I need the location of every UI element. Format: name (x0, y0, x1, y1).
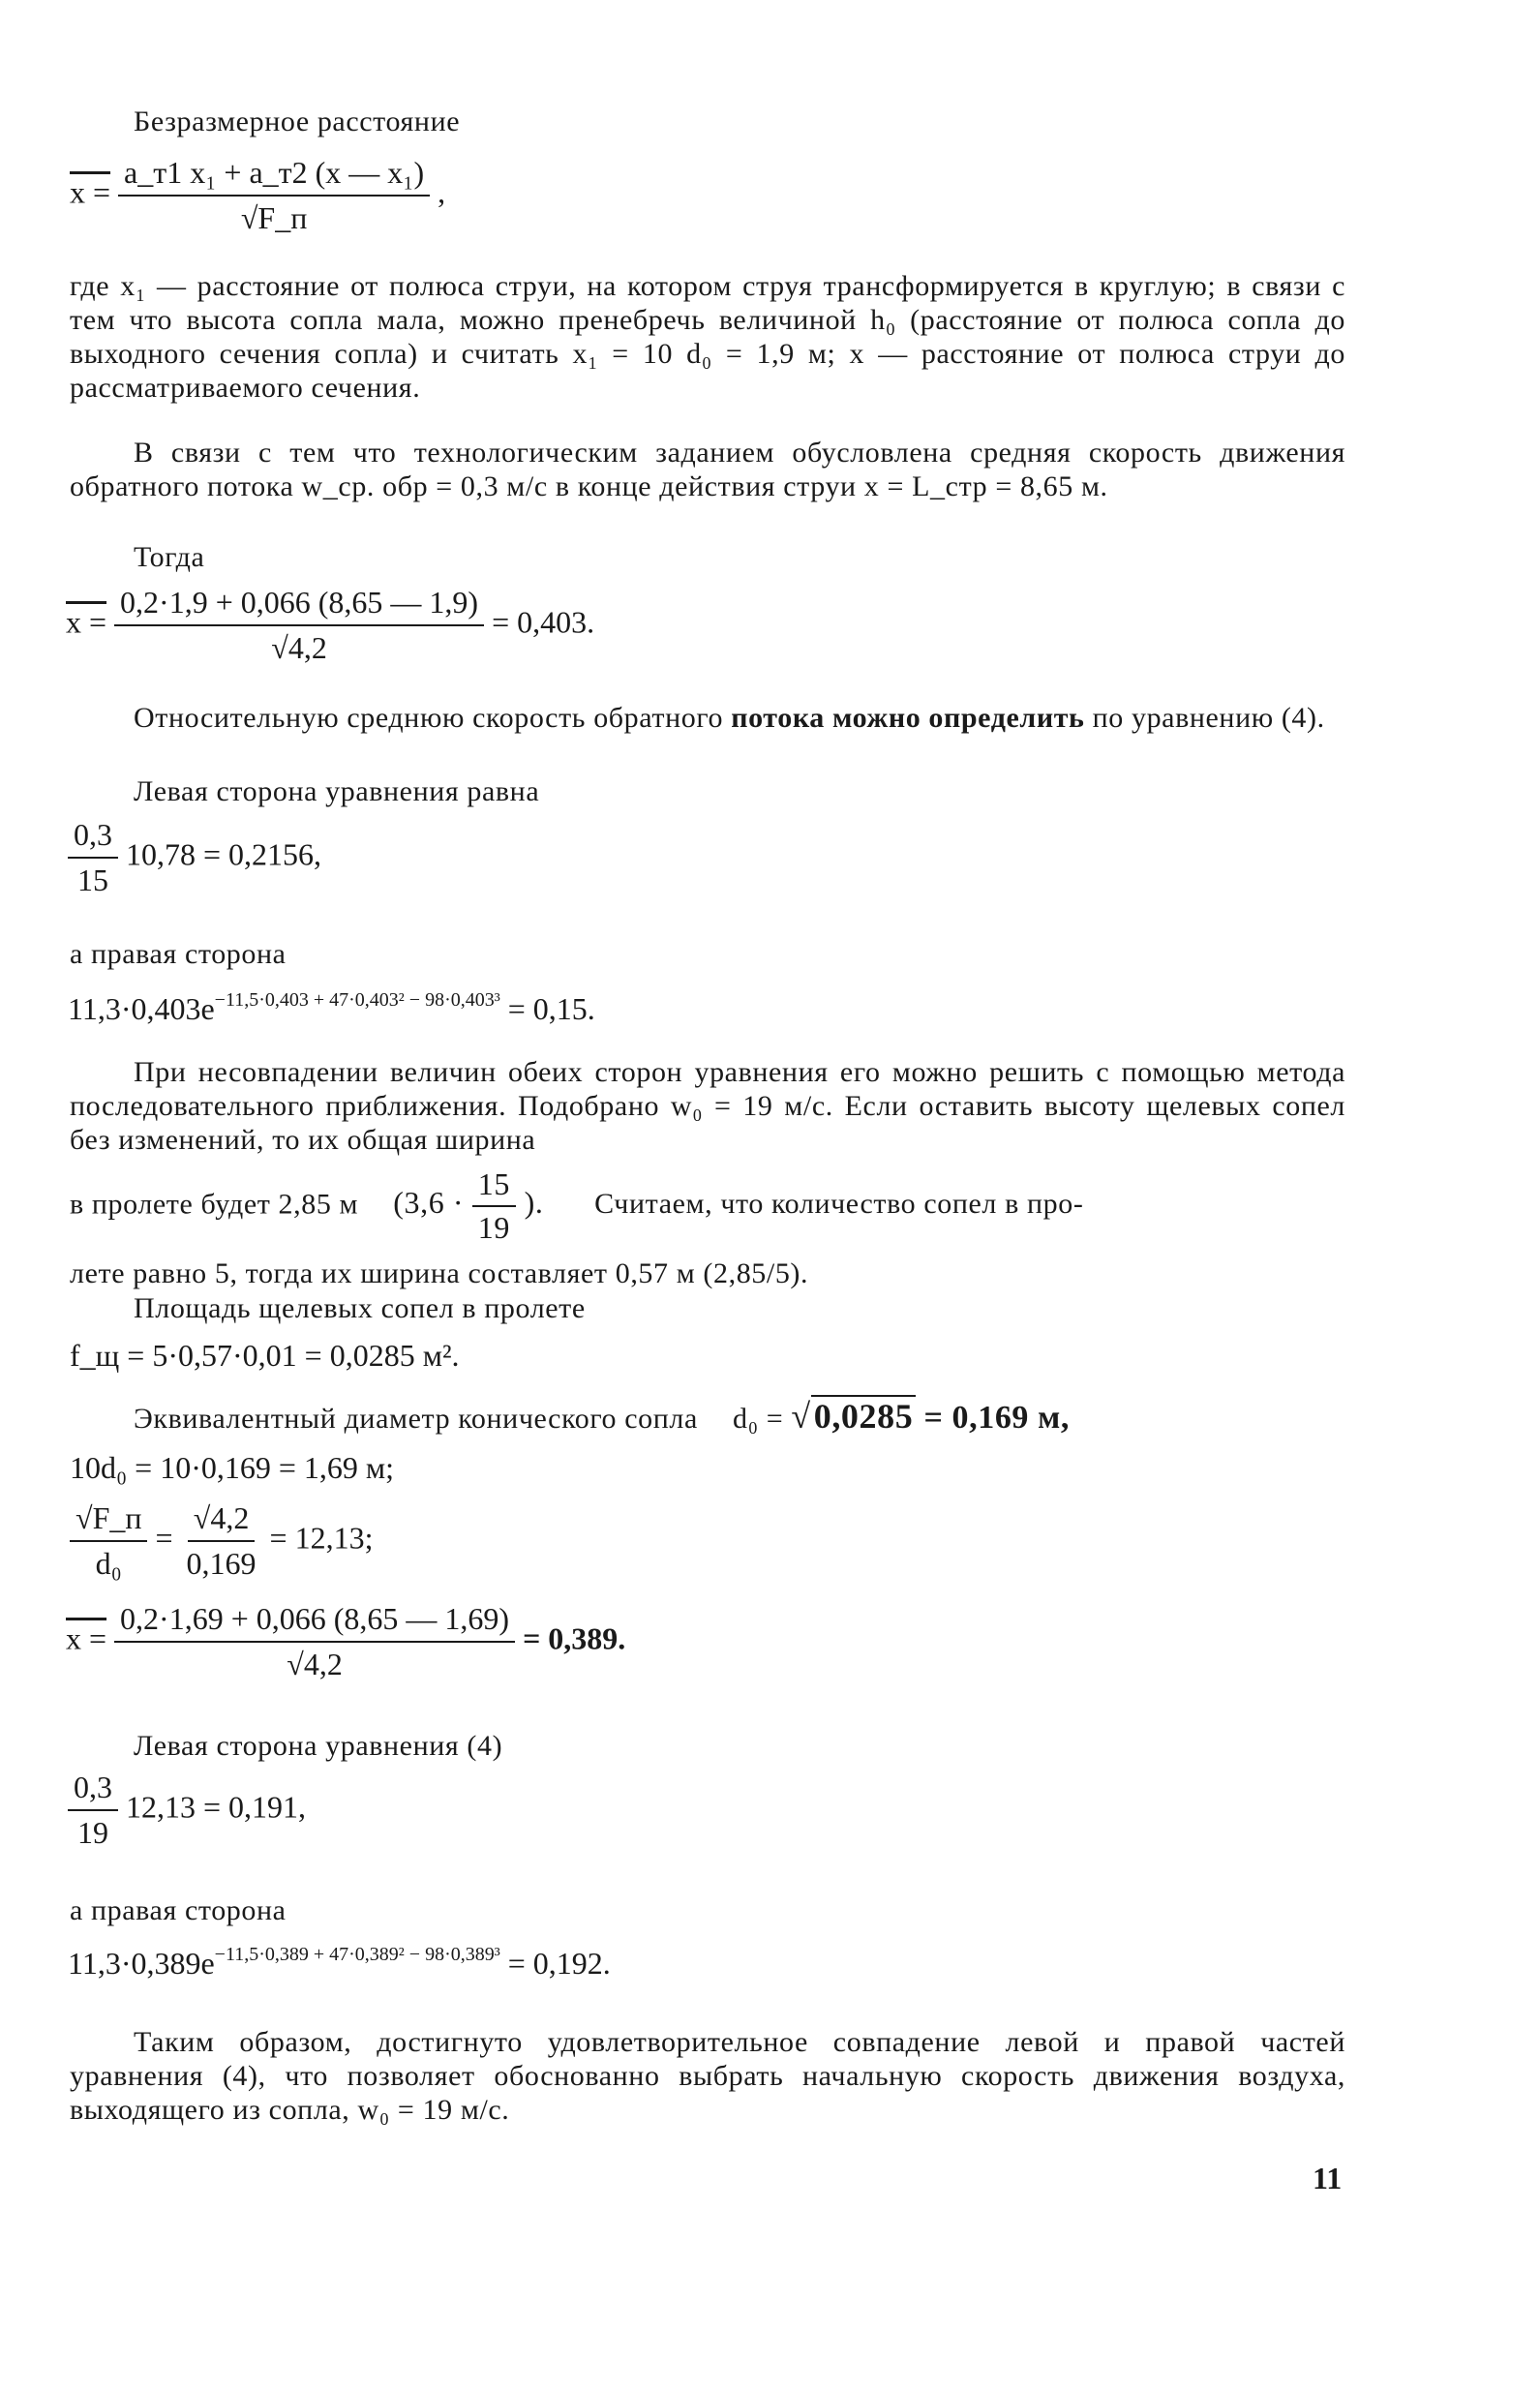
eq12-base: 11,3·0,389e (68, 1946, 215, 1981)
eq4-base: 11,3·0,403e (68, 991, 215, 1026)
eq2-result: = 0,403. (492, 604, 595, 640)
eq7-radicand: 0,0285 (811, 1395, 917, 1436)
eq12-result: = 0,192. (507, 1946, 611, 1981)
text-right-side-2: а правая сторона (70, 1894, 287, 1926)
eq2-numerator: 0,2·1,9 + 0,066 (8,65 — 1,9) (114, 585, 484, 626)
text-left-side-eq4: Левая сторона уравнения (4) (134, 1730, 503, 1762)
equation-ten-d0: 10d₀ = 10·0,169 = 1,69 м; (70, 1450, 395, 1485)
eq2-lhs: x = (66, 604, 107, 640)
text-relative-velocity-part2: по уравнению (4). (1084, 702, 1325, 734)
equation-span-width (393, 1166, 552, 1245)
paragraph-technological-task: В связи с тем что технологическим заданием обусловлена средняя скорость движения обратного потока w_ср. обр = 0,3 м/с в конце действия струи x = L_стр = 8,65 м. (70, 437, 1345, 502)
paragraph-mismatch: При несовпадении величин обеих сторон уравнения его можно решить с помощью метода последовательного приближения. Подобрано w₀ = 19 м/с. Если оставить высоту щелевых сопел без изменений, то их общая ширина (70, 1056, 1345, 1156)
eq10-denominator: √4,2 (287, 1647, 343, 1681)
eq9-numerator2: √4,2 (188, 1500, 256, 1542)
line-equivalent-diameter (134, 1397, 1070, 1436)
eq9-numerator1: √F_п (70, 1500, 147, 1542)
text-relative-velocity-part1: Относительную среднюю скорость обратного (134, 702, 732, 734)
text-then: Тогда (134, 541, 205, 573)
eq11-fraction (68, 1770, 118, 1851)
eq4-exponent: −11,5·0,403 + 47·0,403² − 98·0,403³ (214, 989, 500, 1011)
equation-ratio: $\frac{√F\_п}{\text{d₀}}$ = $\frac{√4,2}{0,169}$ = 12,13; (70, 1500, 373, 1582)
eq1-fraction (118, 155, 430, 236)
eq5-close: ). (524, 1185, 544, 1221)
text-nozzle-count: Считаем, что количество сопел в про- (594, 1188, 1084, 1221)
eq5-fraction (472, 1167, 516, 1245)
equation-slot-area: f_щ = 5·0,57·0,01 = 0,0285 м². (70, 1338, 460, 1373)
eq7-root: √0,0285 (791, 1395, 916, 1436)
equation-x-bar-2 (66, 1601, 625, 1682)
eq1-comma: , (438, 174, 446, 210)
text-span-width: в пролете будет 2,85 м (70, 1188, 359, 1221)
text-equivalent-diameter: Эквивалентный диаметр конического сопла (134, 1403, 698, 1435)
text-left-side: Левая сторона уравнения равна (134, 775, 540, 807)
paragraph-where-x1: где x₁ — расстояние от полюса струи, на котором струя трансформируется в круглую; в связи с тем что высота сопла мала, можно пренебречь величиной h₀ (расстояние от полюса сопла до выходного сечения сопла) и считать x₁ = 10 d₀ = 1,9 м; x — расстояние от полюса струи до рассматриваемого сечения. (70, 270, 1345, 404)
paragraph-conclusion: Таким образом, достигнуто удовлетворительное совпадение левой и правой частей уравнения (4), что позволяет обоснованно выбрать начальную скорость движения воздуха, выходящего из сопла, w₀ = 19 м/с. (70, 2026, 1345, 2126)
eq11-denominator: 19 (77, 1815, 108, 1850)
paragraph-dimensionless-distance: Безразмерное расстояние (134, 106, 461, 137)
eq9-denominator2: 0,169 (186, 1546, 257, 1581)
eq2-denominator: √4,2 (271, 630, 327, 665)
eq10-fraction (114, 1601, 515, 1682)
paragraph-relative-velocity (70, 701, 1345, 735)
equation-x-bar-general (70, 155, 445, 236)
eq1-numerator: a_т1 x₁ + a_т2 (x — x₁) (118, 155, 430, 197)
equation-left-side-2 (68, 1770, 306, 1851)
line-span-width (70, 1167, 1345, 1245)
text-width-result: лете равно 5, тогда их ширина составляет 0,57 м (2,85/5). (70, 1257, 809, 1289)
equation-x-bar-1 (66, 585, 594, 666)
eq1-lhs: x = (70, 174, 111, 210)
eq9-fraction2 (181, 1500, 262, 1582)
equation-left-side-1 (68, 817, 321, 898)
eq9-fraction1 (70, 1500, 147, 1582)
text-right-side-1: а правая сторона (70, 938, 287, 970)
eq3-denominator: 15 (77, 863, 108, 897)
page-number: 11 (1313, 2161, 1343, 2195)
eq2-fraction (114, 585, 484, 666)
eq10-numerator: 0,2·1,69 + 0,066 (8,65 — 1,69) (114, 1601, 515, 1643)
eq9-result: = 12,13; (269, 1520, 374, 1556)
eq5-denominator: 19 (477, 1210, 510, 1245)
eq12-exponent: −11,5·0,389 + 47·0,389² − 98·0,389³ (214, 1944, 500, 1965)
eq3-numerator: 0,3 (68, 817, 118, 859)
eq11-result: 12,13 = 0,191, (126, 1789, 307, 1825)
eq11-numerator: 0,3 (68, 1770, 118, 1811)
equation-right-side-2 (68, 1944, 611, 1982)
eq5-numerator: 15 (472, 1167, 516, 1207)
text-relative-velocity-bold: потока можно определить (731, 702, 1085, 734)
eq3-fraction (68, 817, 118, 898)
eq1-denominator: √F_п (240, 200, 308, 235)
eq5-open: (3,6 · (393, 1185, 465, 1221)
eq10-result: = 0,389. (523, 1620, 626, 1656)
equation-right-side-1 (68, 989, 595, 1027)
eq7-lhs: d₀ = (732, 1403, 784, 1435)
eq10-lhs: x = (66, 1620, 107, 1656)
eq4-result: = 0,15. (507, 991, 595, 1026)
eq9-denominator1: d₀ (95, 1546, 122, 1581)
eq7-result: = 0,169 м, (923, 1400, 1070, 1436)
text-slot-area: Площадь щелевых сопел в пролете (134, 1292, 586, 1324)
eq3-result: 10,78 = 0,2156, (126, 836, 322, 872)
